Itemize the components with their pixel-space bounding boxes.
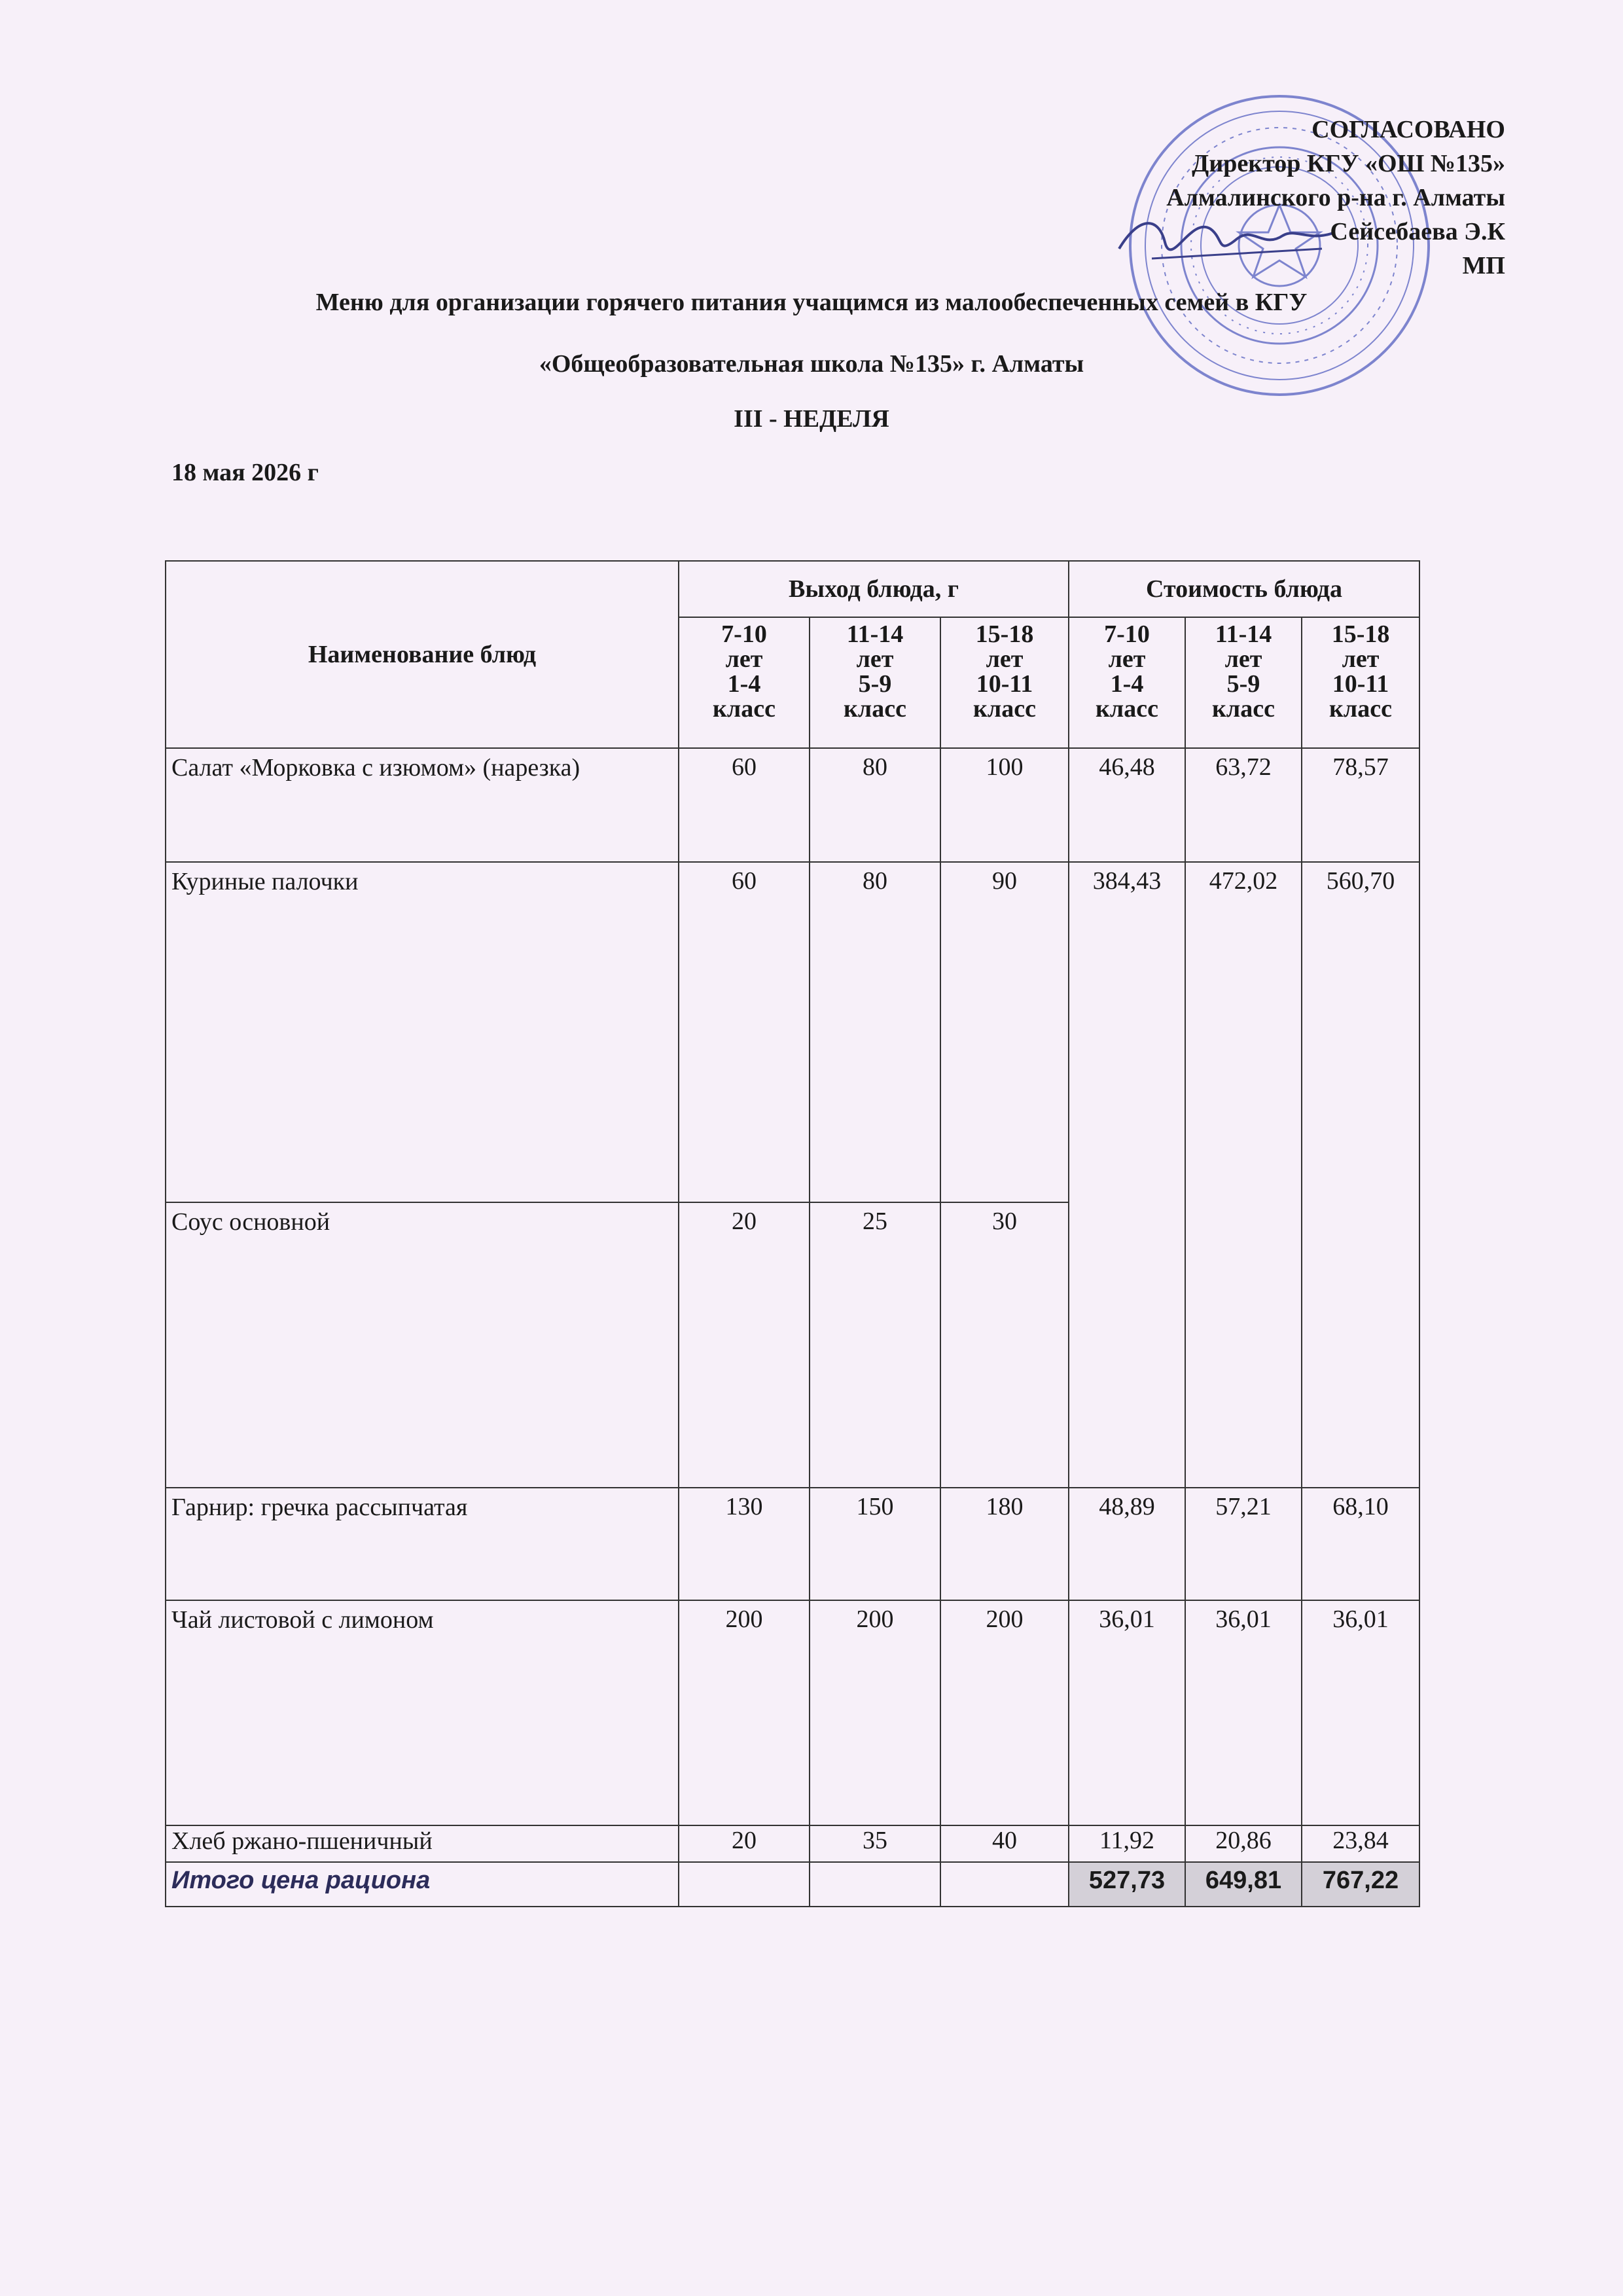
yield-value: 100	[940, 748, 1069, 862]
cost-group-1: 7-10 лет 1-4 класс	[1069, 617, 1185, 748]
cost-value: 560,70	[1302, 862, 1419, 1488]
cost-value: 23,84	[1302, 1825, 1419, 1862]
yield-value: 200	[940, 1600, 1069, 1825]
yield-value: 20	[679, 1825, 810, 1862]
cost-header: Стоимость блюда	[1069, 561, 1419, 617]
empty-cell	[679, 1862, 810, 1907]
cost-value: 36,01	[1069, 1600, 1185, 1825]
yield-header: Выход блюда, г	[679, 561, 1069, 617]
total-cost-value: 527,73	[1069, 1862, 1185, 1907]
yield-value: 200	[679, 1600, 810, 1825]
menu-date: 18 мая 2026 г	[171, 459, 319, 486]
cost-value: 46,48	[1069, 748, 1185, 862]
yield-value: 25	[810, 1202, 940, 1488]
dish-name: Гарнир: гречка рассыпчатая	[166, 1488, 679, 1600]
yield-value: 20	[679, 1202, 810, 1488]
cost-value: 384,43	[1069, 862, 1185, 1488]
total-label: Итого цена рациона	[166, 1862, 679, 1907]
menu-title-line2: «Общеобразовательная школа №135» г. Алматы	[539, 350, 1084, 378]
cost-value: 57,21	[1185, 1488, 1302, 1600]
yield-value: 40	[940, 1825, 1069, 1862]
yield-group-2: 11-14 лет 5-9 класс	[810, 617, 940, 748]
yield-value: 60	[679, 862, 810, 1202]
dish-name: Салат «Морковка с изюмом» (нарезка)	[166, 748, 679, 862]
total-cost-value: 649,81	[1185, 1862, 1302, 1907]
yield-value: 200	[810, 1600, 940, 1825]
week-label: III - НЕДЕЛЯ	[734, 405, 889, 433]
empty-cell	[810, 1862, 940, 1907]
approval-district: Алмалинского р-на г. Алматы	[1166, 184, 1505, 211]
yield-value: 80	[810, 862, 940, 1202]
cost-group-3: 15-18 лет 10-11 класс	[1302, 617, 1419, 748]
cost-value: 472,02	[1185, 862, 1302, 1488]
yield-value: 35	[810, 1825, 940, 1862]
table-row	[166, 1825, 1419, 1862]
dish-name-header: Наименование блюд	[166, 561, 679, 748]
approval-seal-label: МП	[1462, 252, 1505, 279]
yield-value: 180	[940, 1488, 1069, 1600]
dish-name: Куриные палочки	[166, 862, 679, 1202]
cost-value: 63,72	[1185, 748, 1302, 862]
dish-name: Чай листовой с лимоном	[166, 1600, 679, 1825]
approval-director: Директор КГУ «ОШ №135»	[1192, 150, 1505, 177]
table-row	[166, 862, 1419, 1202]
cost-group-2: 11-14 лет 5-9 класс	[1185, 617, 1302, 748]
table-row	[166, 748, 1419, 862]
yield-value: 30	[940, 1202, 1069, 1488]
yield-value: 90	[940, 862, 1069, 1202]
cost-value: 11,92	[1069, 1825, 1185, 1862]
yield-value: 60	[679, 748, 810, 862]
cost-value: 68,10	[1302, 1488, 1419, 1600]
yield-group-3: 15-18 лет 10-11 класс	[940, 617, 1069, 748]
cost-value: 20,86	[1185, 1825, 1302, 1862]
menu-table	[165, 560, 1420, 1907]
total-cost-value: 767,22	[1302, 1862, 1419, 1907]
dish-name: Соус основной	[166, 1202, 679, 1488]
cost-value: 48,89	[1069, 1488, 1185, 1600]
yield-value: 80	[810, 748, 940, 862]
approval-heading: СОГЛАСОВАНО	[1311, 116, 1505, 143]
empty-cell	[940, 1862, 1069, 1907]
header-row-1	[166, 561, 1419, 617]
yield-group-1: 7-10 лет 1-4 класс	[679, 617, 810, 748]
yield-value: 150	[810, 1488, 940, 1600]
menu-title-line1: Меню для организации горячего питания учащимся из малообеспеченных семей в КГУ	[315, 289, 1308, 316]
dish-name: Хлеб ржано-пшеничный	[166, 1825, 679, 1862]
cost-value: 78,57	[1302, 748, 1419, 862]
approval-name: Сейсебаева Э.К	[1330, 218, 1505, 245]
yield-value: 130	[679, 1488, 810, 1600]
table-row	[166, 1488, 1419, 1600]
total-row	[166, 1862, 1419, 1907]
cost-value: 36,01	[1302, 1600, 1419, 1825]
table-row	[166, 1600, 1419, 1825]
approval-block	[916, 113, 1505, 283]
cost-value: 36,01	[1185, 1600, 1302, 1825]
